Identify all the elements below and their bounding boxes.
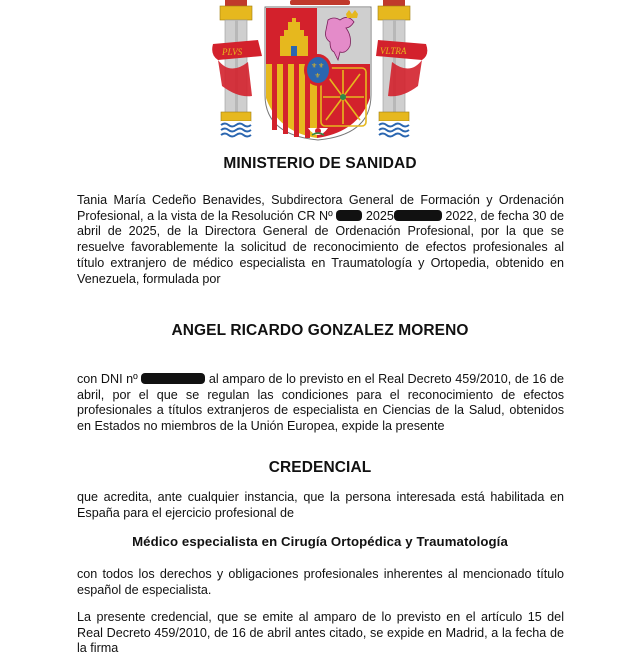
redacted-resolution-code: [394, 210, 442, 221]
coat-of-arms-emblem: [208, 0, 432, 142]
applicant-name: ANGEL RICARDO GONZALEZ MORENO: [171, 322, 469, 339]
shield-icon: [265, 7, 371, 140]
svg-text:VLTRA: VLTRA: [380, 46, 407, 56]
intro-paragraph: [77, 193, 564, 287]
svg-text:⚜: ⚜: [314, 73, 321, 80]
intro-text-end: 2022, de fecha 30 de abril de 2025, de la Directora General de Ordenación Profesional, por la que se resuelve favorablemente la solicitud de reconocimiento de efectos profesionales al título extranjero de médico especialista en Traumatología y Ortopedia, obtenido en Venezuela, formulada por: [77, 208, 564, 286]
dni-label: con DNI nº: [77, 372, 142, 386]
specialty-title: Médico especialista en Cirugía Ortopédica y Traumatología: [132, 534, 508, 549]
closing-paragraph: La presente credencial, que se emite al amparo de lo previsto en el artículo 15 del Real Decreto 459/2010, de 16 de abril antes citado, se expide en Madrid, a la fecha de la firma: [77, 610, 564, 656]
redacted-dni-number: [141, 373, 205, 384]
ministry-title: MINISTERIO DE SANIDAD: [223, 155, 417, 172]
dni-text: al amparo de lo previsto en el Real Decreto 459/2010, de 16 de abril, por el que se regulan las condiciones para el reconocimiento de efectos profesionales a títulos extranjeros de especialista en Ciencias de la Salud, obtenidos en Estados no miembros de la Unión Europea, expide la presente: [77, 372, 564, 434]
dni-paragraph: [77, 372, 564, 435]
redacted-resolution-number: [336, 210, 362, 221]
svg-text:PLVS: PLVS: [222, 47, 243, 57]
svg-text:⚜: ⚜: [311, 63, 318, 70]
accredits-paragraph: que acredita, ante cualquier instancia, que la persona interesada está habilitada en España para el ejercicio profesional de: [77, 490, 564, 520]
svg-text:⚜: ⚜: [318, 63, 325, 70]
intro-text-year: 2025: [362, 208, 394, 223]
intro-text-start: Tania María Cedeño Benavides, Subdirectora General de Formación y Ordenación Profesional, a la vista de la Resolución CR Nº: [77, 193, 564, 223]
credential-title: CREDENCIAL: [268, 459, 372, 476]
rights-paragraph: con todos los derechos y obligaciones profesionales inherentes al mencionado título español de especialista.: [77, 567, 564, 597]
